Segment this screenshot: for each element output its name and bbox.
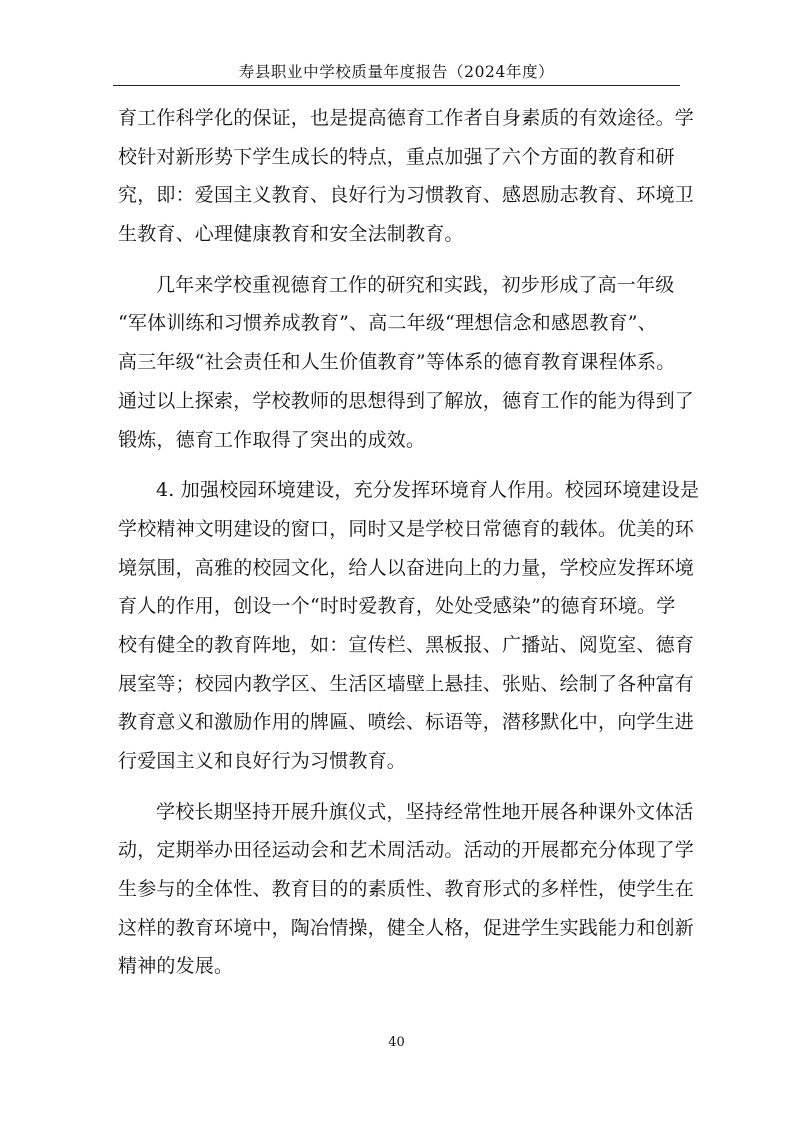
text-line: 4. 加强校园环境建设，充分发挥环境育人作用。校园环境建设是 — [156, 479, 700, 502]
text-line: 锻炼，德育工作取得了突出的成效。 — [118, 428, 426, 451]
text-line: 精神的发展。 — [118, 955, 234, 978]
text-line: 高三年级“社会责任和人生价值教育”等体系的德育教育课程体系。 — [118, 351, 676, 374]
text-line: 育工作科学化的保证，也是提高德育工作者自身素质的有效途径。学 — [118, 107, 695, 129]
text-line: 动，定期举办田径运动会和艺术周活动。活动的开展都充分体现了学 — [118, 839, 695, 862]
text-line: 育人的作用，创设一个“时时爱教育，处处受感染”的德育环境。学 — [118, 595, 676, 618]
text-line: 校有健全的教育阵地，如：宣传栏、黑板报、广播站、阅览室、德育 — [118, 633, 695, 656]
paragraph-4 — [118, 793, 695, 986]
text-line: 学校精神文明建设的窗口，同时又是学校日常德育的载体。优美的环 — [118, 517, 695, 540]
text-line: 几年来学校重视德育工作的研究和实践，初步形成了高一年级 — [156, 273, 675, 296]
paragraph-gap — [118, 459, 684, 471]
text-line: 境氛围，高雅的校园文化，给人以奋进向上的力量，学校应发挥环境 — [118, 556, 695, 579]
page-header-title: 寿县职业中学校质量年度报告（2024年度） — [238, 63, 555, 81]
text-line: 学校长期坚持开展升旗仪式，坚持经常性地开展各种课外文体活 — [156, 800, 694, 823]
paragraph-1 — [118, 99, 695, 254]
text-line: 行爱国主义和良好行为习惯教育。 — [118, 750, 407, 772]
paragraph-gap — [118, 781, 684, 793]
paragraph-3 — [118, 471, 700, 781]
page-number: 40 — [388, 1035, 405, 1050]
paragraph-2 — [118, 266, 695, 459]
text-line: 生教育、心理健康教育和安全法制教育。 — [118, 223, 464, 246]
paragraph-gap — [118, 254, 684, 266]
text-line: 校针对新形势下学生成长的特点，重点加强了六个方面的教育和研 — [118, 145, 675, 168]
text-line: 这样的教育环境中，陶冶情操，健全人格，促进学生实践能力和创新 — [118, 916, 695, 939]
header-divider — [113, 85, 680, 86]
text-line: 究，即：爱国主义教育、良好行为习惯教育、感恩励志教育、环境卫 — [118, 184, 695, 207]
document-body — [118, 99, 700, 986]
text-line: 生参与的全体性、教育目的的素质性、教育形式的多样性，使学生在 — [118, 878, 695, 901]
text-line: 教育意义和激励作用的牌匾、喷绘、标语等，潜移默化中，向学生进 — [118, 711, 695, 734]
text-line: “军体训练和习惯养成教育”、高二年级“理想信念和感恩教育”、 — [118, 312, 657, 335]
text-line: 展室等；校园内教学区、生活区墙壁上悬挂、张贴、绘制了各种富有 — [118, 672, 695, 695]
text-line: 通过以上探索，学校教师的思想得到了解放，德育工作的能为得到了 — [118, 389, 695, 412]
